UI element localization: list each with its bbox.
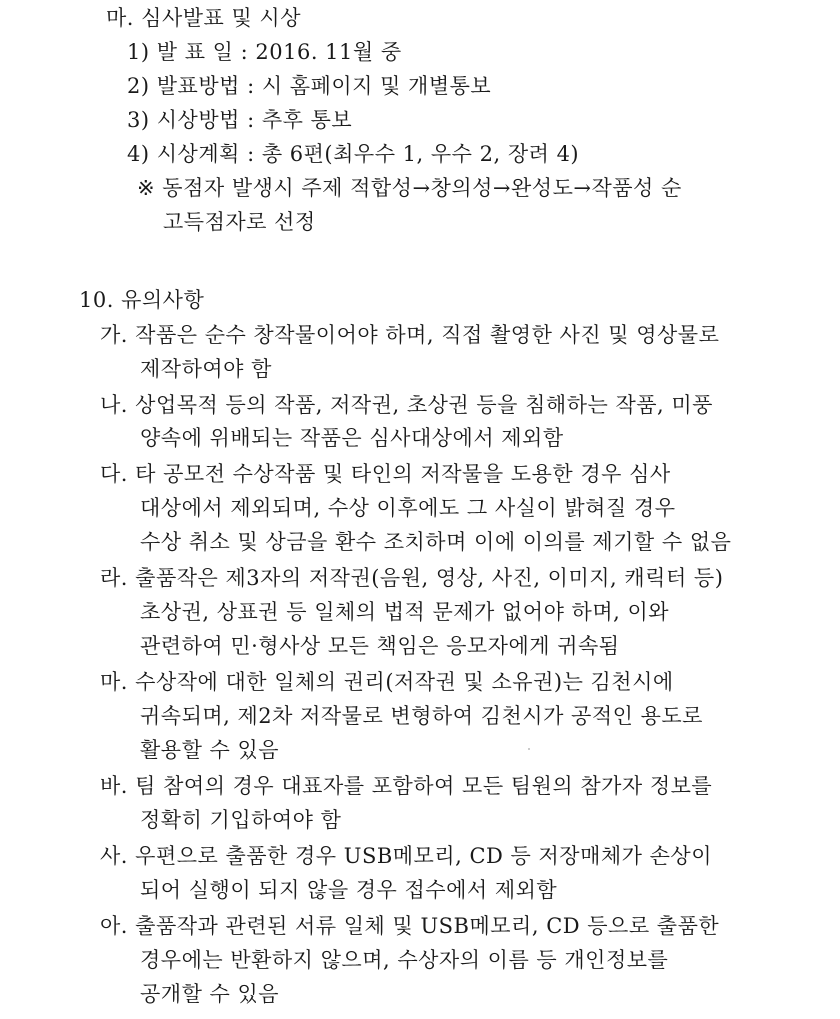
item-text: 수상작에 대한 일체의 권리(저작권 및 소유권)는 김천시에 [135,670,674,694]
item-text: 양속에 위배되는 작품은 심사대상에서 제외함 [140,426,564,450]
item-text: 수상 취소 및 상금을 환수 조치하며 이에 이의를 제기할 수 없음 [140,530,732,554]
item-marker: 바. [100,774,128,798]
precaution-ba [100,772,712,800]
precaution-ra [100,564,723,592]
item-marker: 나. [100,393,128,417]
item-text: 대상에서 제외되며, 수상 이후에도 그 사실이 밝혀질 경우 [140,496,676,520]
item-marker: 가. [100,323,128,347]
award-item-1 [127,38,402,66]
item-text: 활용할 수 있음 [140,738,280,762]
item-text: 작품은 순수 창작물이어야 하며, 직접 촬영한 사진 및 영상물로 [135,323,720,347]
item-text: 공개할 수 있음 [140,982,280,1006]
item-marker: 다. [100,462,128,486]
item-marker: 3) [127,108,150,132]
note-text: 동점자 발생시 주제 적합성→창의성→완성도→작품성 순 [162,176,682,200]
item-marker: 마. [100,670,128,694]
award-item-3 [127,106,352,134]
precaution-sa-cont [140,876,557,904]
section-marker: 10. [79,288,114,312]
item-marker: 1) [127,40,150,64]
precaution-na-cont [140,424,564,452]
precaution-ra-cont-2 [140,632,620,660]
item-text: 상업목적 등의 작품, 저작권, 초상권 등을 침해하는 작품, 미풍 [135,393,713,417]
precaution-da-cont-1 [140,494,675,522]
precaution-da-cont-2 [140,528,731,556]
award-item-2 [127,72,491,100]
item-text: 타 공모전 수상작품 및 타인의 저작물을 도용한 경우 심사 [135,462,671,486]
item-text: 시상방법 : 추후 통보 [156,108,353,132]
precaution-a [100,912,719,940]
item-text: 출품작과 관련된 서류 일체 및 USB메모리, CD 등으로 출품한 [135,914,720,938]
award-section-heading [106,4,301,32]
item-text: 되어 실행이 되지 않을 경우 접수에서 제외함 [140,878,558,902]
precaution-sa [100,842,712,870]
item-text: 귀속되며, 제2차 저작물로 변형하여 김천시가 공적인 용도로 [140,704,703,728]
item-marker: 2) [127,74,150,98]
precautions-heading [79,286,204,314]
item-text: 초상권, 상표권 등 일체의 법적 문제가 없어야 하며, 이와 [140,600,670,624]
item-text: 팀 참여의 경우 대표자를 포함하여 모든 팀원의 참가자 정보를 [135,774,713,798]
scan-speck [528,748,530,750]
precaution-ga-cont [140,355,272,383]
note-marker: ※ [137,176,156,200]
precaution-ga [100,321,719,349]
precaution-ma-cont-1 [140,702,703,730]
precaution-na [100,391,713,419]
precaution-a-cont-2 [140,980,279,1008]
precaution-ba-cont [140,806,341,834]
item-text: 우편으로 출품한 경우 USB메모리, CD 등 저장매체가 손상이 [135,844,712,868]
tie-note [137,174,682,202]
item-text: 시상계획 : 총 6편(최우수 1, 우수 2, 장려 4) [156,142,580,166]
item-text: 경우에는 반환하지 않으며, 수상자의 이름 등 개인정보를 [140,948,669,972]
item-marker: 라. [100,566,128,590]
note-text: 고득점자로 선정 [163,210,316,234]
item-text: 제작하여야 함 [140,357,272,381]
section-marker: 마. [106,6,134,30]
item-text: 정확히 기입하여야 함 [140,808,342,832]
tie-note-continued [163,208,316,236]
award-item-4 [127,140,579,168]
item-text: 발 표 일 : 2016. 11월 중 [156,40,402,64]
section-title: 유의사항 [121,288,205,312]
precaution-ra-cont-1 [140,598,669,626]
item-text: 출품작은 제3자의 저작권(음원, 영상, 사진, 이미지, 캐릭터 등) [135,566,724,590]
item-marker: 아. [100,914,128,938]
precaution-ma-cont-2 [140,736,279,764]
item-text: 관련하여 민·형사상 모든 책임은 응모자에게 귀속됨 [140,634,620,658]
precaution-da [100,460,671,488]
item-marker: 4) [127,142,150,166]
precaution-ma [100,668,674,696]
item-text: 발표방법 : 시 홈페이지 및 개별통보 [156,74,492,98]
section-title: 심사발표 및 시상 [141,6,302,30]
item-marker: 사. [100,844,128,868]
precaution-a-cont-1 [140,946,668,974]
